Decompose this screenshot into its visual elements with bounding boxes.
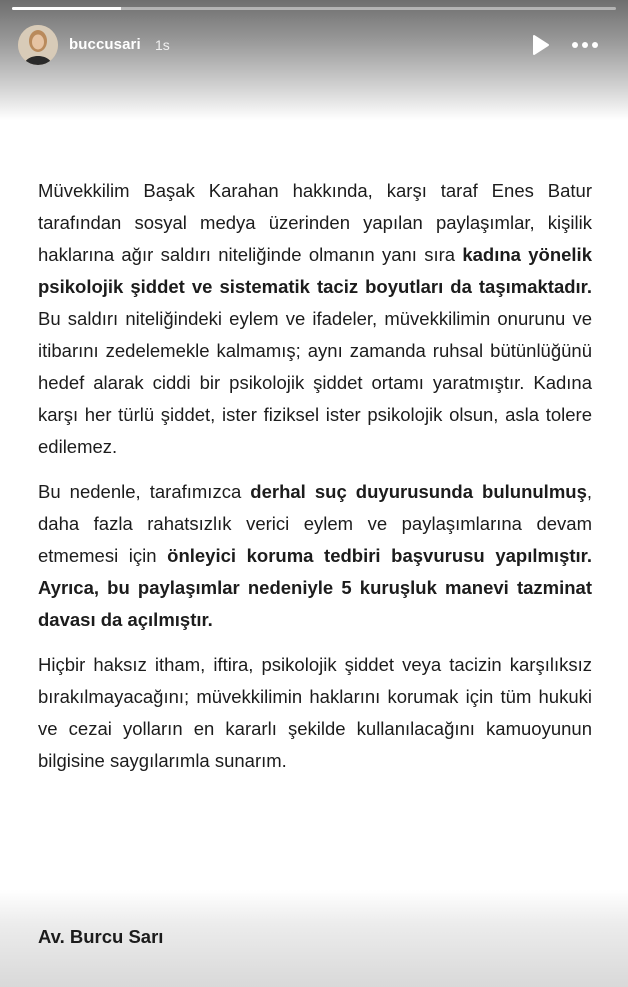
top-gradient [0,0,628,120]
avatar-image [18,25,58,65]
profile-avatar[interactable] [18,25,58,65]
letter-text-run: , daha fazla rahatsızlık verici eylem ve paylaşımlarına devam etmemesi için [38,481,593,566]
letter-text-run: önleyici koruma tedbiri başvurusu yapılmıştır. Ayrıca, bu paylaşımlar nedeniyle 5 kuruşluk manevi tazminat davası da açılmıştır. [38,545,592,630]
letter-paragraph-1 [38,175,592,463]
more-options-icon [569,34,601,56]
letter-paragraph-2 [38,476,592,636]
letter-text-run: kadına yönelik psikolojik şiddet ve sistematik taciz boyutları da taşımaktadır. [38,244,592,297]
letter-text-run: Bu nedenle, tarafımızca [38,481,251,502]
story-username[interactable]: buccusari [69,36,141,53]
play-icon [527,32,553,58]
story-timestamp: 1s [155,37,170,53]
more-options-button[interactable] [569,34,601,56]
letter-paragraph-3 [38,649,592,777]
play-button[interactable] [527,32,553,58]
letter-text-run: Müvekkilim Başak Karahan hakkında, karşı taraf Enes Batur tarafından sosyal medya üzerinden yapılan paylaşımlar, kişilik haklarına ağır saldırı niteliğinde olmanın yanı sıra [38,180,592,265]
story-progress-fill [12,7,121,10]
letter-text-run: Bu saldırı niteliğindeki eylem ve ifadeler, müvekkilimin onurunu ve itibarını zedelemekle kalmamış; aynı zamanda ruhsal bütünlüğünü hedef alarak ciddi bir psikolojik şiddet ortamı yaratmıştır. Kadına karşı her türlü şiddet, ister fiziksel ister psikolojik olsun, asla tolere edilemez. [38,308,592,457]
story-progress-bar [12,7,616,10]
signature-name: Av. Burcu Sarı [38,926,164,947]
statement-letter [38,175,592,790]
letter-text-run: Hiçbir haksız itham, iftira, psikolojik şiddet veya tacizin karşılıksız bırakılmayacağını; müvekkilimin haklarını korumak için tüm hukuki ve cezai yolların en kararlı şekilde kullanılacağını kamuoyunun bilgisine saygılarımla sunarım. [38,654,592,771]
letter-text-run: derhal suç duyurusunda bulunulmuş [250,481,587,502]
